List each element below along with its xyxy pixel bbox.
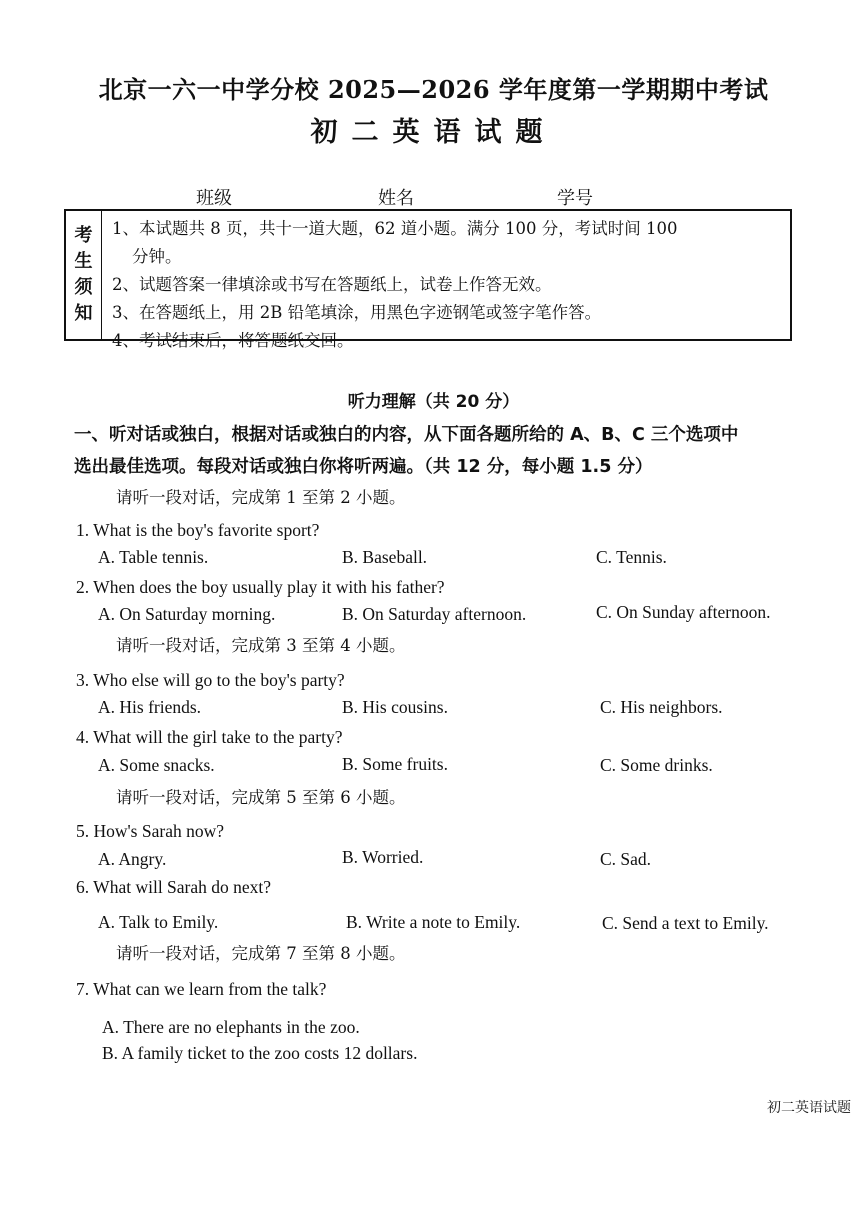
question-stem: 3. Who else will go to the boy's party?	[76, 670, 345, 690]
notice-heading-char: 须	[74, 277, 93, 298]
question-stem: 1. What is the boy's favorite sport?	[76, 520, 320, 540]
option-c: C. Tennis.	[596, 547, 667, 567]
notice-item: 2、试题答案一律填涂或书写在答题纸上，试卷上作答无效。	[112, 275, 552, 294]
class-label: 班级	[196, 188, 232, 209]
part-intro-line: 一、听对话或独白，根据对话或独白的内容，从下面各题所给的 A、B、C 三个选项中	[74, 425, 739, 445]
part-intro-line: 选出最佳选项。每段对话或独白你将听两遍。（共 12 分，每小题 1.5 分）	[74, 457, 653, 477]
section-title: 听力理解（共 20 分）	[347, 392, 520, 412]
option-c: C. Sad.	[600, 849, 652, 869]
name-label: 姓名	[378, 188, 414, 209]
option-a: A. Talk to Emily.	[98, 912, 219, 932]
listening-instruction: 请听一段对话，完成第 3 至第 4 小题。	[116, 636, 406, 655]
option-b: B. Some fruits.	[342, 754, 448, 774]
notice-item: 4、考试结束后，将答题纸交回。	[112, 331, 354, 350]
notice-item-continued: 分钟。	[132, 247, 182, 266]
student-number-blank	[593, 191, 683, 210]
exam-notice-box	[64, 209, 792, 350]
notice-item: 1、本试题共 8 页，共十一道大题，62 道小题。满分 100 分，考试时间 100	[112, 219, 678, 238]
option-b: B. Worried.	[342, 847, 424, 867]
option-b: B. Write a note to Emily.	[346, 912, 521, 932]
student-number-label: 学号	[557, 188, 593, 209]
option-a: A. Angry.	[98, 849, 167, 869]
notice-item: 3、在答题纸上，用 2B 铅笔填涂，用黑色字迹钢笔或签字笔作答。	[112, 303, 602, 322]
question-stem: 4. What will the girl take to the party?	[76, 727, 343, 747]
subject-title: 初二英语试题	[310, 117, 557, 148]
question-stem: 6. What will Sarah do next?	[76, 877, 272, 897]
page-footer: 初二英语试题	[767, 1100, 851, 1116]
name-blank	[414, 191, 557, 210]
exam-title: 北京一六一中学分校 2025—2026 学年度第一学期期中考试	[98, 75, 769, 104]
option-a: A. On Saturday morning.	[98, 604, 276, 624]
listening-instruction: 请听一段对话，完成第 1 至第 2 小题。	[116, 488, 406, 507]
option-b: B. Baseball.	[342, 547, 428, 567]
option-c: C. Some drinks.	[600, 755, 713, 775]
notice-heading-char: 知	[74, 303, 93, 324]
option-c: C. Send a text to Emily.	[602, 913, 769, 933]
option-a: A. His friends.	[98, 697, 202, 717]
notice-heading	[66, 211, 102, 339]
question-stem: 2. When does the boy usually play it with his father?	[76, 577, 445, 597]
option-b: B. On Saturday afternoon.	[342, 604, 527, 624]
option-a: A. Some snacks.	[98, 755, 215, 775]
option-a: A. There are no elephants in the zoo.	[102, 1017, 360, 1037]
question-stem: 7. What can we learn from the talk?	[76, 979, 327, 999]
notice-items	[112, 215, 782, 355]
option-c: C. On Sunday afternoon.	[596, 602, 771, 622]
student-info-line	[196, 184, 683, 210]
option-b: B. His cousins.	[342, 697, 448, 717]
question-stem: 5. How's Sarah now?	[76, 821, 224, 841]
notice-heading-char: 考	[74, 225, 93, 246]
notice-heading-char: 生	[74, 251, 93, 272]
part-intro	[74, 419, 854, 483]
listening-instruction: 请听一段对话，完成第 5 至第 6 小题。	[116, 788, 406, 807]
option-c: C. His neighbors.	[600, 697, 723, 717]
option-b: B. A family ticket to the zoo costs 12 dollars.	[102, 1043, 418, 1063]
class-blank	[232, 191, 378, 210]
option-a: A. Table tennis.	[98, 547, 209, 567]
listening-instruction: 请听一段对话，完成第 7 至第 8 小题。	[116, 944, 406, 963]
